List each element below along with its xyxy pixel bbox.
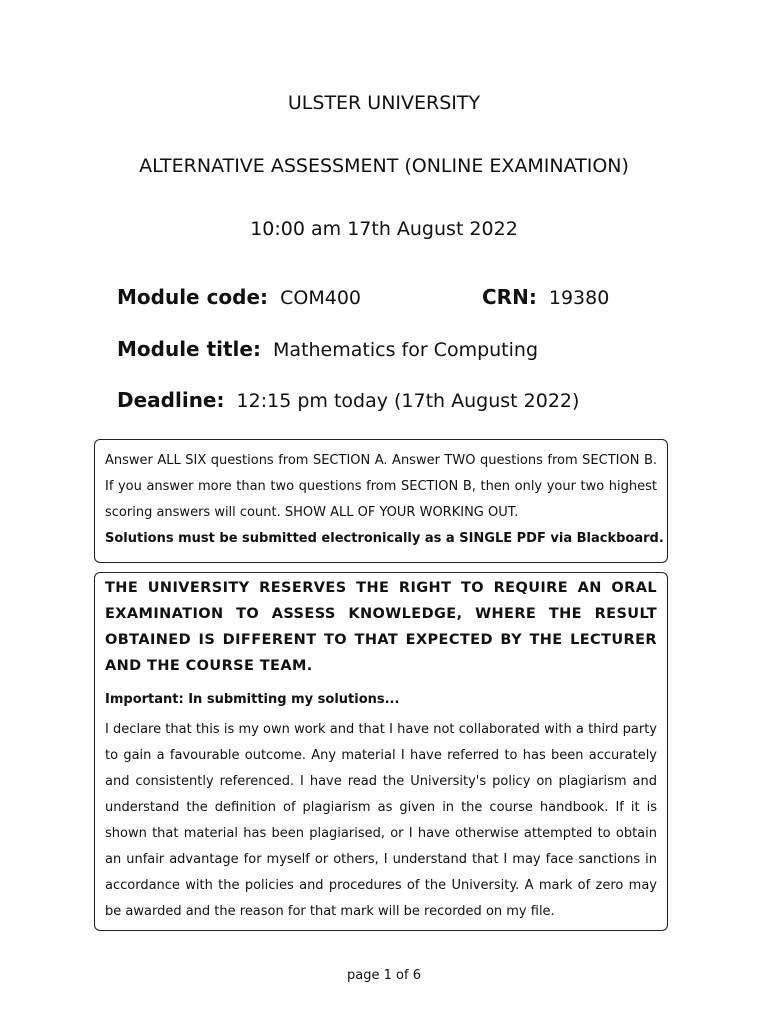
module-code-field [117, 285, 361, 309]
module-code-value: COM400 [280, 287, 361, 309]
crn-value: 19380 [548, 287, 610, 309]
university-name: ULSTER UNIVERSITY [287, 92, 481, 114]
deadline-value: 12:15 pm today (17th August 2022) [236, 390, 580, 412]
assessment-title: ALTERNATIVE ASSESSMENT (ONLINE EXAMINATION) [139, 155, 629, 177]
declaration-text: I declare that this is my own work and that I have not collaborated with a third party to gain a favourable outcome. Any material I have referred to has been accurately and consistently referenced. I have read the University's policy on plagiarism and understand the definition of plagiarism as given in the course handbook. If it is shown that material has been plagiarised, or I have otherwise attempted to obtain an unfair advantage for myself or others, I understand that I may face sanctions in accordance with the policies and procedures of the University. A mark of zero may be awarded and the reason for that mark will be recorded on my file. [105, 722, 657, 919]
page-number: page 1 of 6 [347, 968, 421, 983]
module-title-field [117, 337, 538, 361]
deadline-field [117, 388, 579, 412]
crn-field [482, 285, 609, 309]
module-code-label: Module code: [117, 285, 269, 309]
module-title-value: Mathematics for Computing [273, 339, 539, 361]
module-title-label: Module title: [117, 337, 261, 361]
instructions-box [94, 439, 668, 563]
submission-instruction: Solutions must be submitted electronically as a SINGLE PDF via Blackboard. [105, 531, 664, 546]
oral-exam-notice: THE UNIVERSITY RESERVES THE RIGHT TO REQUIRE AN ORAL EXAMINATION TO ASSESS KNOWLEDGE, WHERE THE RESULT OBTAINED IS DIFFERENT TO THAT EXPECTED BY THE LECTURER AND THE COURSE TEAM. [105, 580, 657, 674]
crn-label: CRN: [482, 285, 537, 309]
declaration-box [94, 572, 668, 931]
exam-datetime: 10:00 am 17th August 2022 [250, 218, 518, 240]
important-heading: Important: In submitting my solutions... [105, 692, 400, 707]
deadline-label: Deadline: [117, 388, 225, 412]
instructions-text: Answer ALL SIX questions from SECTION A. Answer TWO questions from SECTION B. If you answer more than two questions from SECTION B, then only your two highest scoring answers will count. SHOW ALL OF YOUR WORKING OUT. [105, 453, 657, 520]
